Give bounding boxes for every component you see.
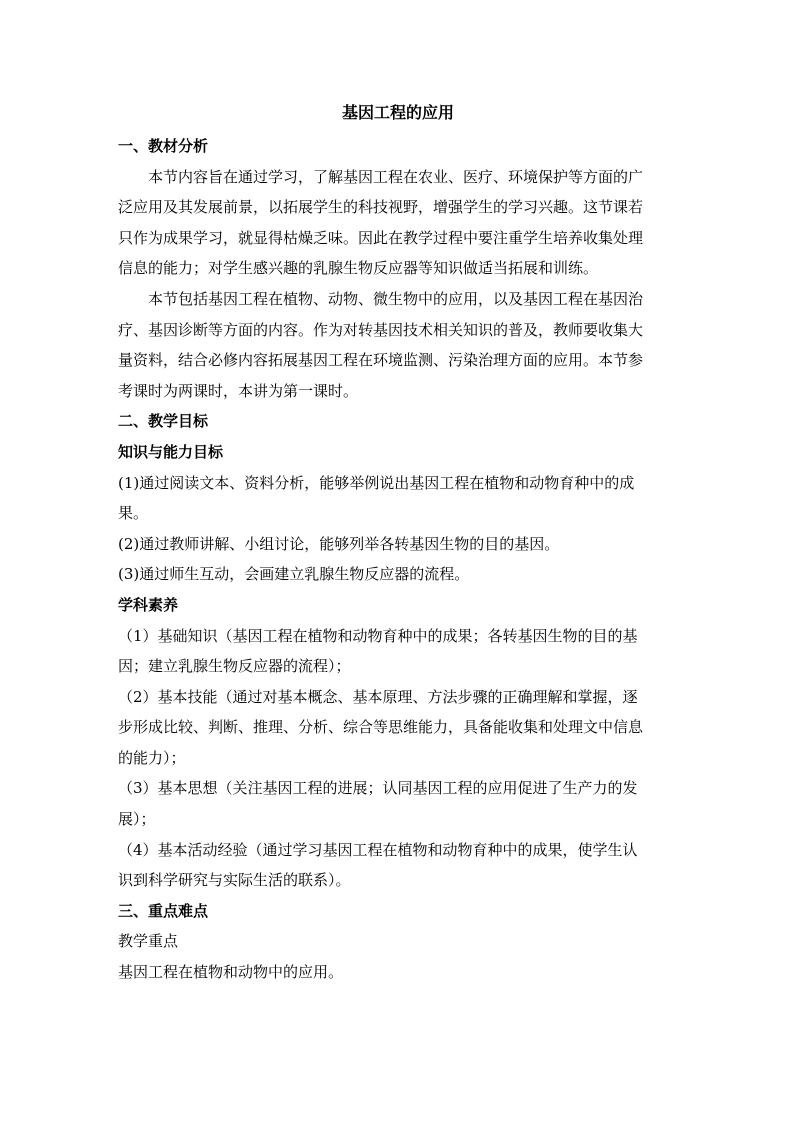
list-item: (3)通过师生互动，会画建立乳腺生物反应器的流程。: [118, 565, 470, 584]
paragraph-line: 泛应用及其发展前景，以拓展学生的科技视野，增强学生的学习兴趣。这节课若: [118, 198, 644, 217]
paragraph-textbook-analysis-1: [118, 162, 678, 284]
subheading-knowledge-ability: 知识与能力目标: [118, 442, 224, 461]
document-page: [118, 102, 678, 988]
list-item: 因；建立乳腺生物反应器的流程）；: [118, 657, 351, 676]
paragraph-line: 只作为成果学习，就显得枯燥乏味。因此在教学过程中要注重学生培养收集处理: [118, 228, 644, 247]
list-item: 展）；: [118, 810, 156, 829]
subheading-subject-literacy: 学科素养: [118, 595, 179, 614]
section-heading-key-points: 三、重点难点: [118, 901, 209, 920]
list-item: 识到科学研究与实际生活的联系）。: [118, 871, 351, 890]
list-item: 步形成比较、判断、推理、分析、综合等思维能力，具备能收集和处理文中信息: [118, 718, 644, 737]
paragraph-line: 本节包括基因工程在植物、动物、微生物中的应用，以及基因工程在基因治: [148, 289, 644, 308]
list-item: （1）基础知识（基因工程在植物和动物育种中的成果；各转基因生物的目的基: [118, 626, 638, 645]
list-item: （4）基本活动经验（通过学习基因工程在植物和动物育种中的成果，使学生认: [118, 840, 638, 859]
paragraph-textbook-analysis-2: [118, 284, 678, 406]
paragraph-line: 本节内容旨在通过学习，了解基因工程在农业、医疗、环境保护等方面的广: [148, 167, 644, 186]
list-item: (2)通过教师讲解、小组讨论，能够列举各转基因生物的目的基因。: [118, 534, 560, 553]
paragraph-line: 信息的能力；对学生感兴趣的乳腺生物反应器等知识做适当拓展和训练。: [118, 259, 599, 278]
section-heading-textbook-analysis: 一、教材分析: [118, 137, 209, 155]
literacy-list: [118, 621, 678, 896]
goal-list: [118, 468, 678, 590]
list-item: 果。: [118, 504, 149, 523]
section-heading-teaching-goals: 二、教学目标: [118, 412, 209, 431]
list-item: （2）基本技能（通过对基本概念、基本原理、方法步骤的正确理解和掌握，逐: [118, 687, 638, 706]
list-item: (1)通过阅读文本、资料分析，能够举例说出基因工程在植物和动物育种中的成: [118, 473, 635, 492]
subheading-teaching-focus: 教学重点: [118, 932, 179, 951]
paragraph-line: 疗、基因诊断等方面的内容。作为对转基因技术相关知识的普及，教师要收集大: [118, 320, 644, 339]
paragraph-line: 量资料，结合必修内容拓展基因工程在环境监测、污染治理方面的应用。本节参: [118, 351, 644, 370]
paragraph-line: 考课时为两课时，本讲为第一课时。: [118, 381, 359, 400]
teaching-focus-text: 基因工程在植物和动物中的应用。: [118, 963, 344, 982]
list-item: 的能力）；: [118, 748, 186, 767]
list-item: （3）基本思想（关注基因工程的进展；认同基因工程的应用促进了生产力的发: [118, 779, 638, 798]
document-title: 基因工程的应用: [341, 103, 454, 122]
